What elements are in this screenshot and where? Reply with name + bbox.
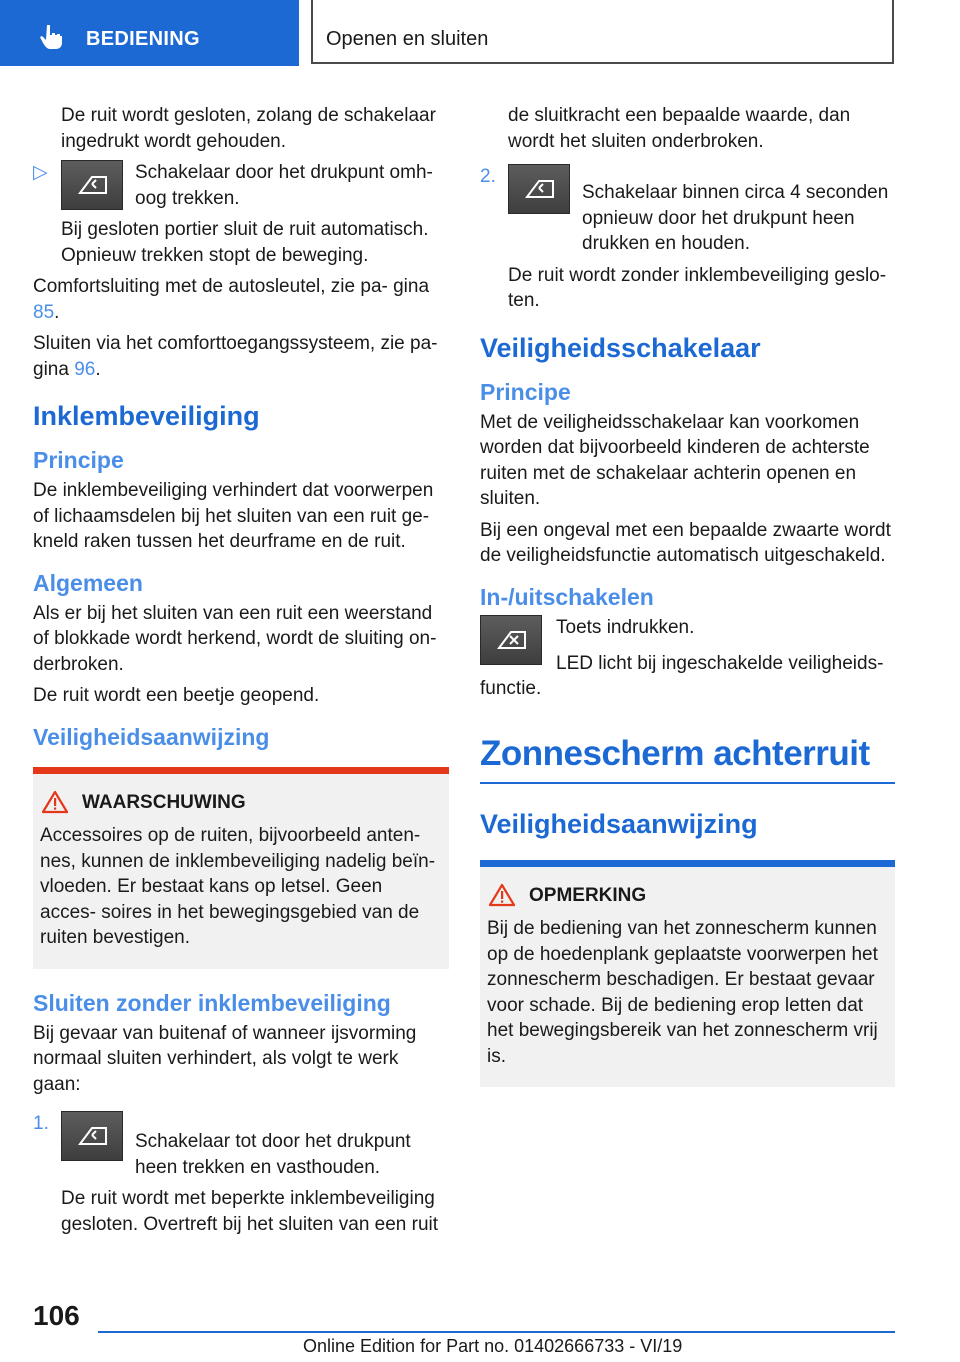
step-number: 1. — [33, 1113, 49, 1134]
paragraph: Met de veiligheidsschakelaar kan voorkomen worden dat bijvoorbeeld kinderen de achterste ruiten met de schakelaar achterin openen en sluiten. — [480, 411, 870, 509]
warning-triangle-icon — [42, 790, 68, 814]
paragraph: Comfortsluiting met de autosleutel, zie pa- gina 85. — [33, 276, 430, 323]
heading-principe: Principe — [33, 447, 124, 473]
section-label: BEDIENING — [86, 28, 200, 50]
paragraph: De ruit wordt een beetje geopend. — [33, 685, 320, 706]
child-lock-switch-icon — [480, 615, 542, 665]
warning-text: Accessoires op de ruiten, bijvoorbeeld anten- nes, kunnen de inklembeveiliging nadelig beïn- vloeden. Er bestaat kans op letsel. Geen acces- soires in het bewegingsgebied van de ruiten bevestigen. — [40, 825, 436, 948]
footer-rule — [98, 1331, 895, 1333]
step-marker: ▷ — [33, 162, 48, 183]
paragraph: Bij gevaar van buitenaf of wanneer ijsvorming normaal sluiten verhindert, als volgt te werk gaan: — [33, 1022, 417, 1095]
heading-in-uitschakelen: In-/uitschakelen — [480, 583, 654, 610]
paragraph: Als er bij het sluiten van een ruit een weerstand of blokkade wordt herkend, wordt de sluiting on- derbroken. — [33, 602, 437, 675]
note-text: Bij de bediening van het zonnescherm kunnen op de hoedenplank geplaatste voorwerpen het zonnescherm beschadigen. Er bestaat gevaar voor schade. Bij de bediening erop letten dat het bewegingsbereik van het zonnescherm vrij is. — [487, 918, 878, 1067]
warning-title: WAARSCHUWING — [82, 791, 246, 813]
paragraph: De inklembeveiliging verhindert dat voorwerpen of lichaamsdelen bij het sluiten van een ruit ge- kneld raken tussen het deurframe en de ruit. — [33, 480, 434, 552]
paragraph: Bij een ongeval met een bepaalde zwaarte wordt de veiligheidsfunctie automatisch uitgeschakeld. — [480, 519, 891, 566]
step-text: Schakelaar tot door het drukpunt heen trekken en vasthouden. — [135, 1131, 411, 1178]
step-number: 2. — [480, 166, 496, 187]
window-switch-icon — [61, 160, 123, 210]
heading-veiligheidsaanwijzing: Veiligheidsaanwijzing — [480, 808, 758, 839]
page-link[interactable]: 85 — [33, 301, 55, 323]
paragraph: LED licht bij ingeschakelde veiligheids- functie. — [480, 652, 884, 699]
note-title: OPMERKING — [529, 884, 647, 906]
right-column — [480, 103, 895, 1087]
warning-box — [33, 767, 449, 969]
paragraph: Sluiten via het comforttoegangssysteem, zie pa- gina 96. — [33, 333, 438, 380]
window-switch-icon — [61, 1111, 123, 1161]
paragraph: De ruit wordt met beperkte inklembeveiliging gesloten. Overtreft bij het sluiten van een ruit — [61, 1188, 439, 1235]
heading-veiligheidsschakelaar: Veiligheidsschakelaar — [480, 332, 761, 363]
left-column — [33, 103, 449, 1243]
hand-pointer-icon — [38, 22, 66, 50]
paragraph: De ruit wordt gesloten, zolang de schakelaar ingedrukt wordt gehouden. — [61, 105, 436, 152]
paragraph: Toets indrukken. — [556, 616, 695, 638]
edition-text: Online Edition for Part no. 01402666733 - VI/19 — [303, 1336, 683, 1356]
heading-sluiten-zonder: Sluiten zonder inklembeveiliging — [33, 989, 391, 1016]
paragraph: Bij gesloten portier sluit de ruit automatisch. Opnieuw trekken stopt de beweging. — [61, 219, 429, 266]
heading-zonnescherm: Zonnescherm achterruit — [480, 732, 895, 784]
paragraph: De ruit wordt zonder inklembeveiliging geslo- ten. — [508, 264, 887, 311]
page-number: 106 — [33, 1300, 80, 1331]
note-box — [480, 860, 895, 1088]
heading-veiligheidsaanwijzing: Veiligheidsaanwijzing — [33, 723, 270, 750]
step-text: Schakelaar binnen circa 4 seconden opnieuw door het drukpunt heen drukken en houden. — [582, 182, 889, 254]
window-switch-icon — [508, 164, 570, 214]
paragraph: de sluitkracht een bepaalde waarde, dan wordt het sluiten onderbroken. — [508, 105, 851, 152]
chapter-title: Openen en sluiten — [326, 28, 489, 50]
step-text: Schakelaar door het drukpunt omh- oog trekken. — [135, 162, 433, 209]
heading-principe: Principe — [480, 378, 571, 405]
warning-triangle-icon — [489, 883, 515, 907]
heading-algemeen: Algemeen — [33, 569, 143, 596]
heading-inklembeveiliging: Inklembeveiliging — [33, 401, 260, 431]
page-link[interactable]: 96 — [74, 358, 96, 380]
